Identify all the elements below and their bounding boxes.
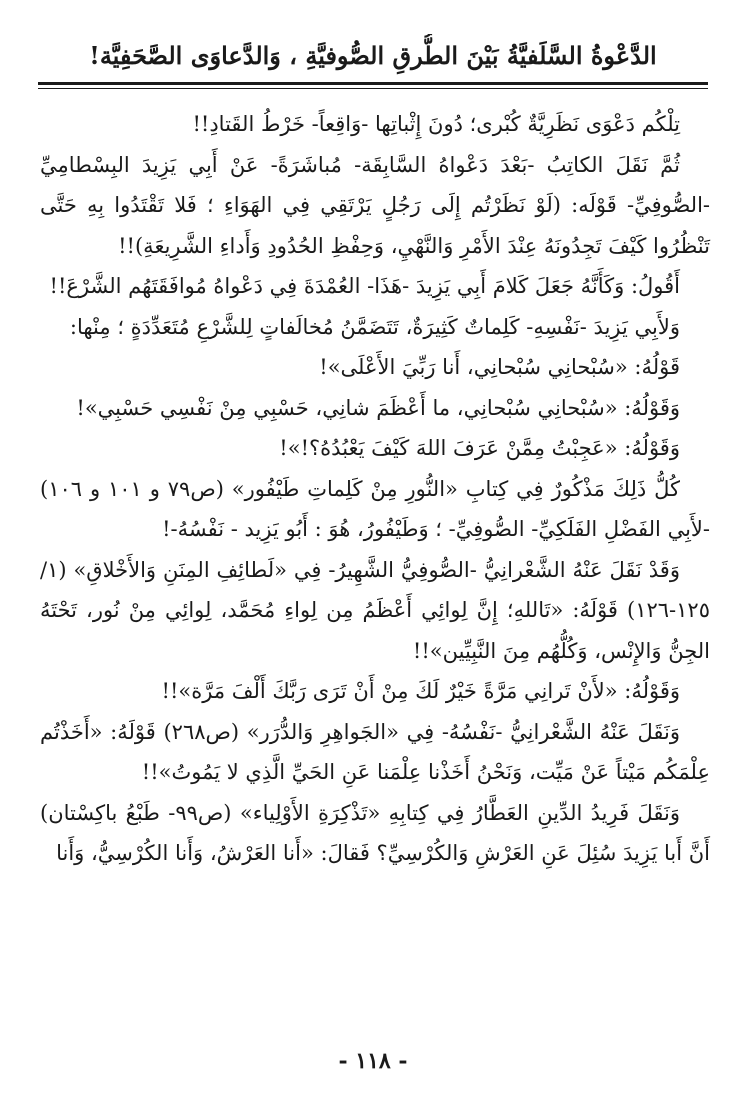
- paragraph-11: وَنَقَلَ عَنْهُ الشَّعْرانِيُّ -نَفْسُهُ- فِي «الجَواهِرِ وَالدُّرَر» (ص٢٦٨) قَوْلَهُ: «أَخَذْتُم عِلْمَكُم مَيْتاً عَنْ مَيِّت، وَنَحْنُ أَخَذْنا عِلْمَنا عَنِ الحَيِّ الَّذِي لا يَمُوتُ»!!: [40, 719, 710, 784]
- header-rule-thick: [38, 82, 708, 85]
- page-number: - ١١٨ -: [338, 1048, 408, 1074]
- paragraph-5: قَوْلُهُ: «سُبْحانِي سُبْحانِي، أَنا رَبِّيَ الأَعْلَى»!: [319, 355, 680, 379]
- body-text: [40, 104, 710, 874]
- page-header-title: الدَّعْوةُ السَّلَفيَّةُ بَيْنَ الطُّرقِ الصُّوفيَّةِ ، وَالدَّعاوَى الصَّحَفِيَّة!: [89, 41, 657, 70]
- header-rule-thin: [38, 88, 708, 89]
- paragraph-8: كُلُّ ذَلِكَ مَذْكُورٌ فِي كِتابِ «النُّورِ مِنْ كَلِماتِ طَيْفُور» (ص٧٩ و ١٠١ و ١٠٦) -لأَبِي الفَضْلِ الفَلَكِيِّ- الصُّوفِيِّ- ؛ وَطَيْفُورُ، هُوَ : أَبُو يَزِيد - نَفْسُهُ-!: [40, 476, 710, 541]
- paragraph-10: وَقَوْلُهُ: «لأَنْ تَرانِي مَرَّةً خَيْرٌ لَكَ مِنْ أَنْ تَرَى رَبَّكَ أَلْفَ مَرَّة»!!: [161, 679, 680, 703]
- paragraph-7: وَقَوْلُهُ: «عَجِبْتُ مِمَّنْ عَرَفَ اللهَ كَيْفَ يَعْبُدُهُ؟!»!: [279, 436, 680, 460]
- paragraph-1: تِلْكُم دَعْوَى نَظَرِيَّةٌ كُبْرى؛ دُونَ إِثْباتِها -وَاقِعاً- خَرْطُ القَتادِ!!: [192, 112, 680, 136]
- paragraph-4: وَلأَبِي يَزِيدَ -نَفْسِهِ- كَلِماتٌ كَثِيرَةٌ، تَتَضَمَّنُ مُخالَفاتٍ لِلشَّرْعِ مُتَعَدِّدَةٍ ؛ مِنْها:: [69, 314, 680, 339]
- paragraph-2: ثُمَّ نَقَلَ الكاتِبُ -بَعْدَ دَعْواهُ السَّابِقَة- مُباشَرَةً- عَنْ أَبِي يَزِيدَ البِسْطامِيِّ -الصُّوفِيِّ- قَوْلَه: (لَوْ نَظَرْتُم إِلَى رَجُلٍ يَرْتَقِي فِي الهَوَاءِ ؛ فَلا تَقْتَدُوا بِهِ حَتَّى تَنْظُرُوا كَيْفَ تَجِدُونَهُ عِنْدَ الأَمْرِ وَالنَّهْيِ، وَحِفْظِ الحُدُودِ وَأَداءِ الشَّرِيعَةِ)!!: [40, 152, 710, 258]
- paragraph-3: أَقُولُ: وَكَأَنَّهُ جَعَلَ كَلامَ أَبِي يَزِيدَ -هَذَا- العُمْدَةَ فِي دَعْواهُ مُوافَقَتَهُم الشَّرْعَ!!: [49, 274, 680, 298]
- paragraph-6: وَقَوْلُهُ: «سُبْحانِي سُبْحانِي، ما أَعْظَمَ شانِي، حَسْبِي مِنْ نَفْسِي حَسْبِي»!: [76, 395, 680, 420]
- paragraph-12: وَنَقَلَ فَرِيدُ الدِّينِ العَطَّارُ فِي كِتابِهِ «تَذْكِرَةِ الأَوْلِياء» (ص٩٩- طَبْعُ باكِسْتان) أَنَّ أَبا يَزِيدَ سُئِلَ عَنِ العَرْشِ وَالكُرْسِيِّ؟ فَقالَ: «أَنا العَرْشُ، وَأَنا الكُرْسِيُّ، وَأَنا: [40, 800, 710, 865]
- paragraph-9: وَقَدْ نَقَلَ عَنْهُ الشَّعْرانِيُّ -الصُّوفِيُّ الشَّهِيرُ- فِي «لَطائِفِ المِنَنِ وَالأَخْلاقِ» (١/ ١٢٥-١٢٦) قَوْلَهُ: «تَاللهِ؛ إِنَّ لِوائِي أَعْظَمُ مِن لِواءِ مُحَمَّد، لِوائِي مِنْ نُور، تَحْتَهُ الجِنُّ وَالإِنْس، وَكُلُّهُم مِنَ النَّبِيِّين»!!: [40, 557, 710, 663]
